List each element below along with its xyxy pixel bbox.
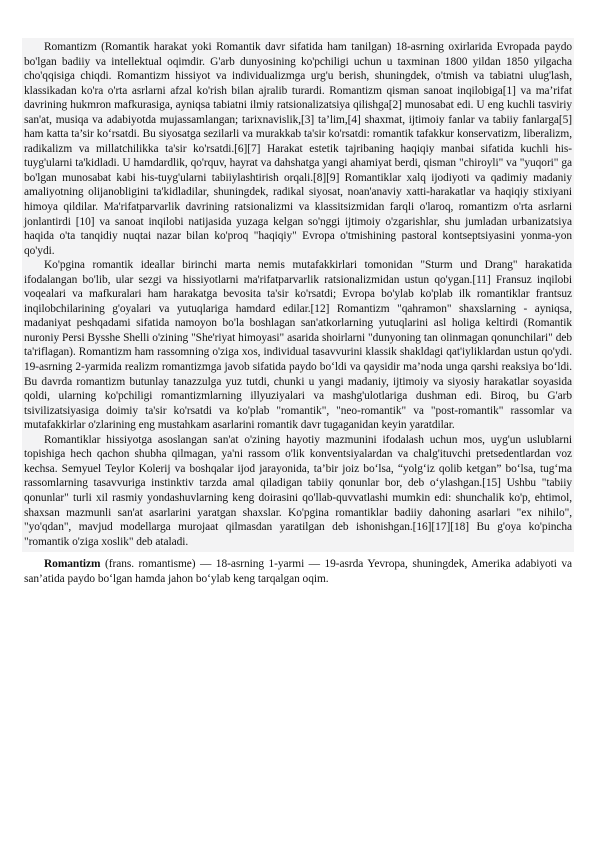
paragraph-2: Ko'pgina romantik ideallar birinchi marta nemis mutafakkirlari tomonidan "Sturm und Drang" harakatida ifodalangan bo'lib, ular sezgi va hissiyotlarni ma'rifatparvarlik ratsionalizmidan ustun qo'ygan.[11] Fransuz inqilobi voqealari va mafkuralari ham harakatga bevosita ta'sir ko'rsatdi; Evropa bo'ylab ko'plab ilk romantiklar frantsuz inqilobchilarining g'oyalari va yutuqlariga hamdard edilar.[12] Romantizm "qahramon" shaxslarning - ayniqsa, madaniyat peshqadami sifatida namoyon bo'la boshlagan san'atkorlarning yutuqlarini asl holiga keltirdi (Romantik nuroniy Persi Bysshe Shelli o'zining "She'riyat himoyasi" asarida shoirlarni "dunyoning tan olinmagan qonunchilari" deb ta'riflagan). Romantizm ham rassomning o'ziga xos, individual tasavvurini klassik shakldagi qat'iyliklardan ustun qo'ydi. 19-asrning 2-yarmida realizm romantizmga javob sifatida paydo bo‘ldi va qaysidir ma’noda unga qarshi reaksiya bo‘ldi. Bu davrda romantizm butunlay tanazzulga yuz tutdi, chunki u yangi madaniy, ijtimoiy va siyosiy harakatlar soyasida qoldi, ularning ko'pchiligi romantizmlarning illyuziyalari va mashg'ulotlariga dushman edi. Biroq, bu G'arb tsivilizatsiyasiga doimiy ta'sir ko'rsatdi va ko'plab "romantik", "neo-romantik" va "post-romantik" rassomlar va mutafakkirlar o'zlarining eng mustahkam asarlarini romantik davr tugaganidan keyin yaratdilar. [24, 259, 572, 432]
paragraph-1: Romantizm (Romantik harakat yoki Romantik davr sifatida ham tanilgan) 18-asrning oxirlarida Evropada paydo bo'lgan badiiy va intellektual oqimdir. G'arb dunyosining ko'pchiligi uchun u taxminan 1800 yildan 1850 yilgacha cho'qqisiga chiqdi. Romantizm hissiyot va individualizmga urg'u berish, shuningdek, o'tmish va tabiatni ulug'lash, klassikadan ko'ra o'rta asrlarni afzal ko'rish bilan ajralib turardi. Romantizm qisman sanoat inqilobiga[1] va ma’rifat davrining hukmron mafkurasiga, ayniqsa tabiatni ilmiy ratsionalizatsiya qilishga[2] munosabat edi. U eng kuchli tasviriy san'at, musiqa va adabiyotda mujassamlangan; tarixnavislik,[3] ta’lim,[4] shaxmat, ijtimoiy fanlar va tabiiy fanlarga[5] ham katta ta’sir ko‘rsatdi. Bu siyosatga sezilarli va murakkab ta'sir ko'rsatdi: romantik tafakkur konservatizm, liberalizm, radikalizm va millatchilikka ta'sir ko'rsatdi.[6][7] Harakat estetik tajribaning haqiqiy manbai sifatida kuchli his-tuyg'ularni ta'kidladi. U hamdardlik, qo'rquv, hayrat va dahshatga yangi ahamiyat berdi, qisman "chiroyli" va "yuqori" ga bo'lgan munosabat kabi his-tuyg'ularni tabiiylashtirish orqali.[8][9] Romantiklar xalq ijodiyoti va qadimiy madaniy amaliyotning olijanobligini ta'kidladilar, shuningdek, radikal siyosat, noan'anaviy xatti-harakatlar va haqiqiy stixiyani himoya qildilar. Ma'rifatparvarlik davrining ratsionalizmi va klassitsizmidan farqli o'laroq, romantizm o'rta asrlarni jonlantirdi [10] va sanoat inqilobi natijasida yuzaga kelgan so'nggi ijtimoiy o'zgarishlar, shu jumladan urbanizatsiya haqida o'ta tanqidiy nuqtai nazar bilan ko'proq "haqiqiy" Evropa o'tmishining pastoral kontseptsiyasini yonma-yon qo'ydi. [24, 41, 572, 257]
definition-text: (frans. romantisme) — 18-asrning 1-yarmi — 19-asrda Yevropa, shuningdek, Amerika adabiyoti va san’atida paydo bo‘lgan hamda jahon bo‘ylab keng tarqalgan oqim. [24, 558, 572, 585]
definition-term: Romantizm [44, 558, 101, 571]
highlighted-text-block [22, 38, 574, 552]
paragraph-3: Romantiklar hissiyotga asoslangan san'at o'zining hayotiy mazmunini ifodalash uchun mos, uyg'un uslublarni topishiga hech qachon shubha qilmagan, ya'ni rassom o'lik konventsiyalardan va chalg'ituvchi pretsedentlardan voz kechsa. Semyuel Teylor Kolerij va boshqalar ijod jarayonida, ta’bir joiz bo‘lsa, “yolg‘iz qolib ketgan” bo‘lsa, tug‘ma rassomlarning tasavvuriga instinktiv tarzda amal qiladigan tabiiy qonunlar bor, deb o‘ylashgan.[15] Ushbu "tabiiy qonunlar" turli xil rasmiy yondashuvlarning keng doirasini qo'llab-quvvatlashi mumkin edi: shunchalik ko'p, ehtimol, shaxsan mazmunli san'at asarlarini yaratgan shaxslar. Ko'pgina romantiklar badiiy dahoning asarlari "ex nihilo", "yo'qdan", mavjud modellarga murojaat qilmasdan yaratilgan deb ishonishgan.[16][17][18] Bu g'oya ko'pincha "romantik o'ziga xoslik" deb ataladi. [24, 433, 572, 548]
document-page [22, 38, 574, 586]
definition-paragraph [22, 557, 574, 586]
